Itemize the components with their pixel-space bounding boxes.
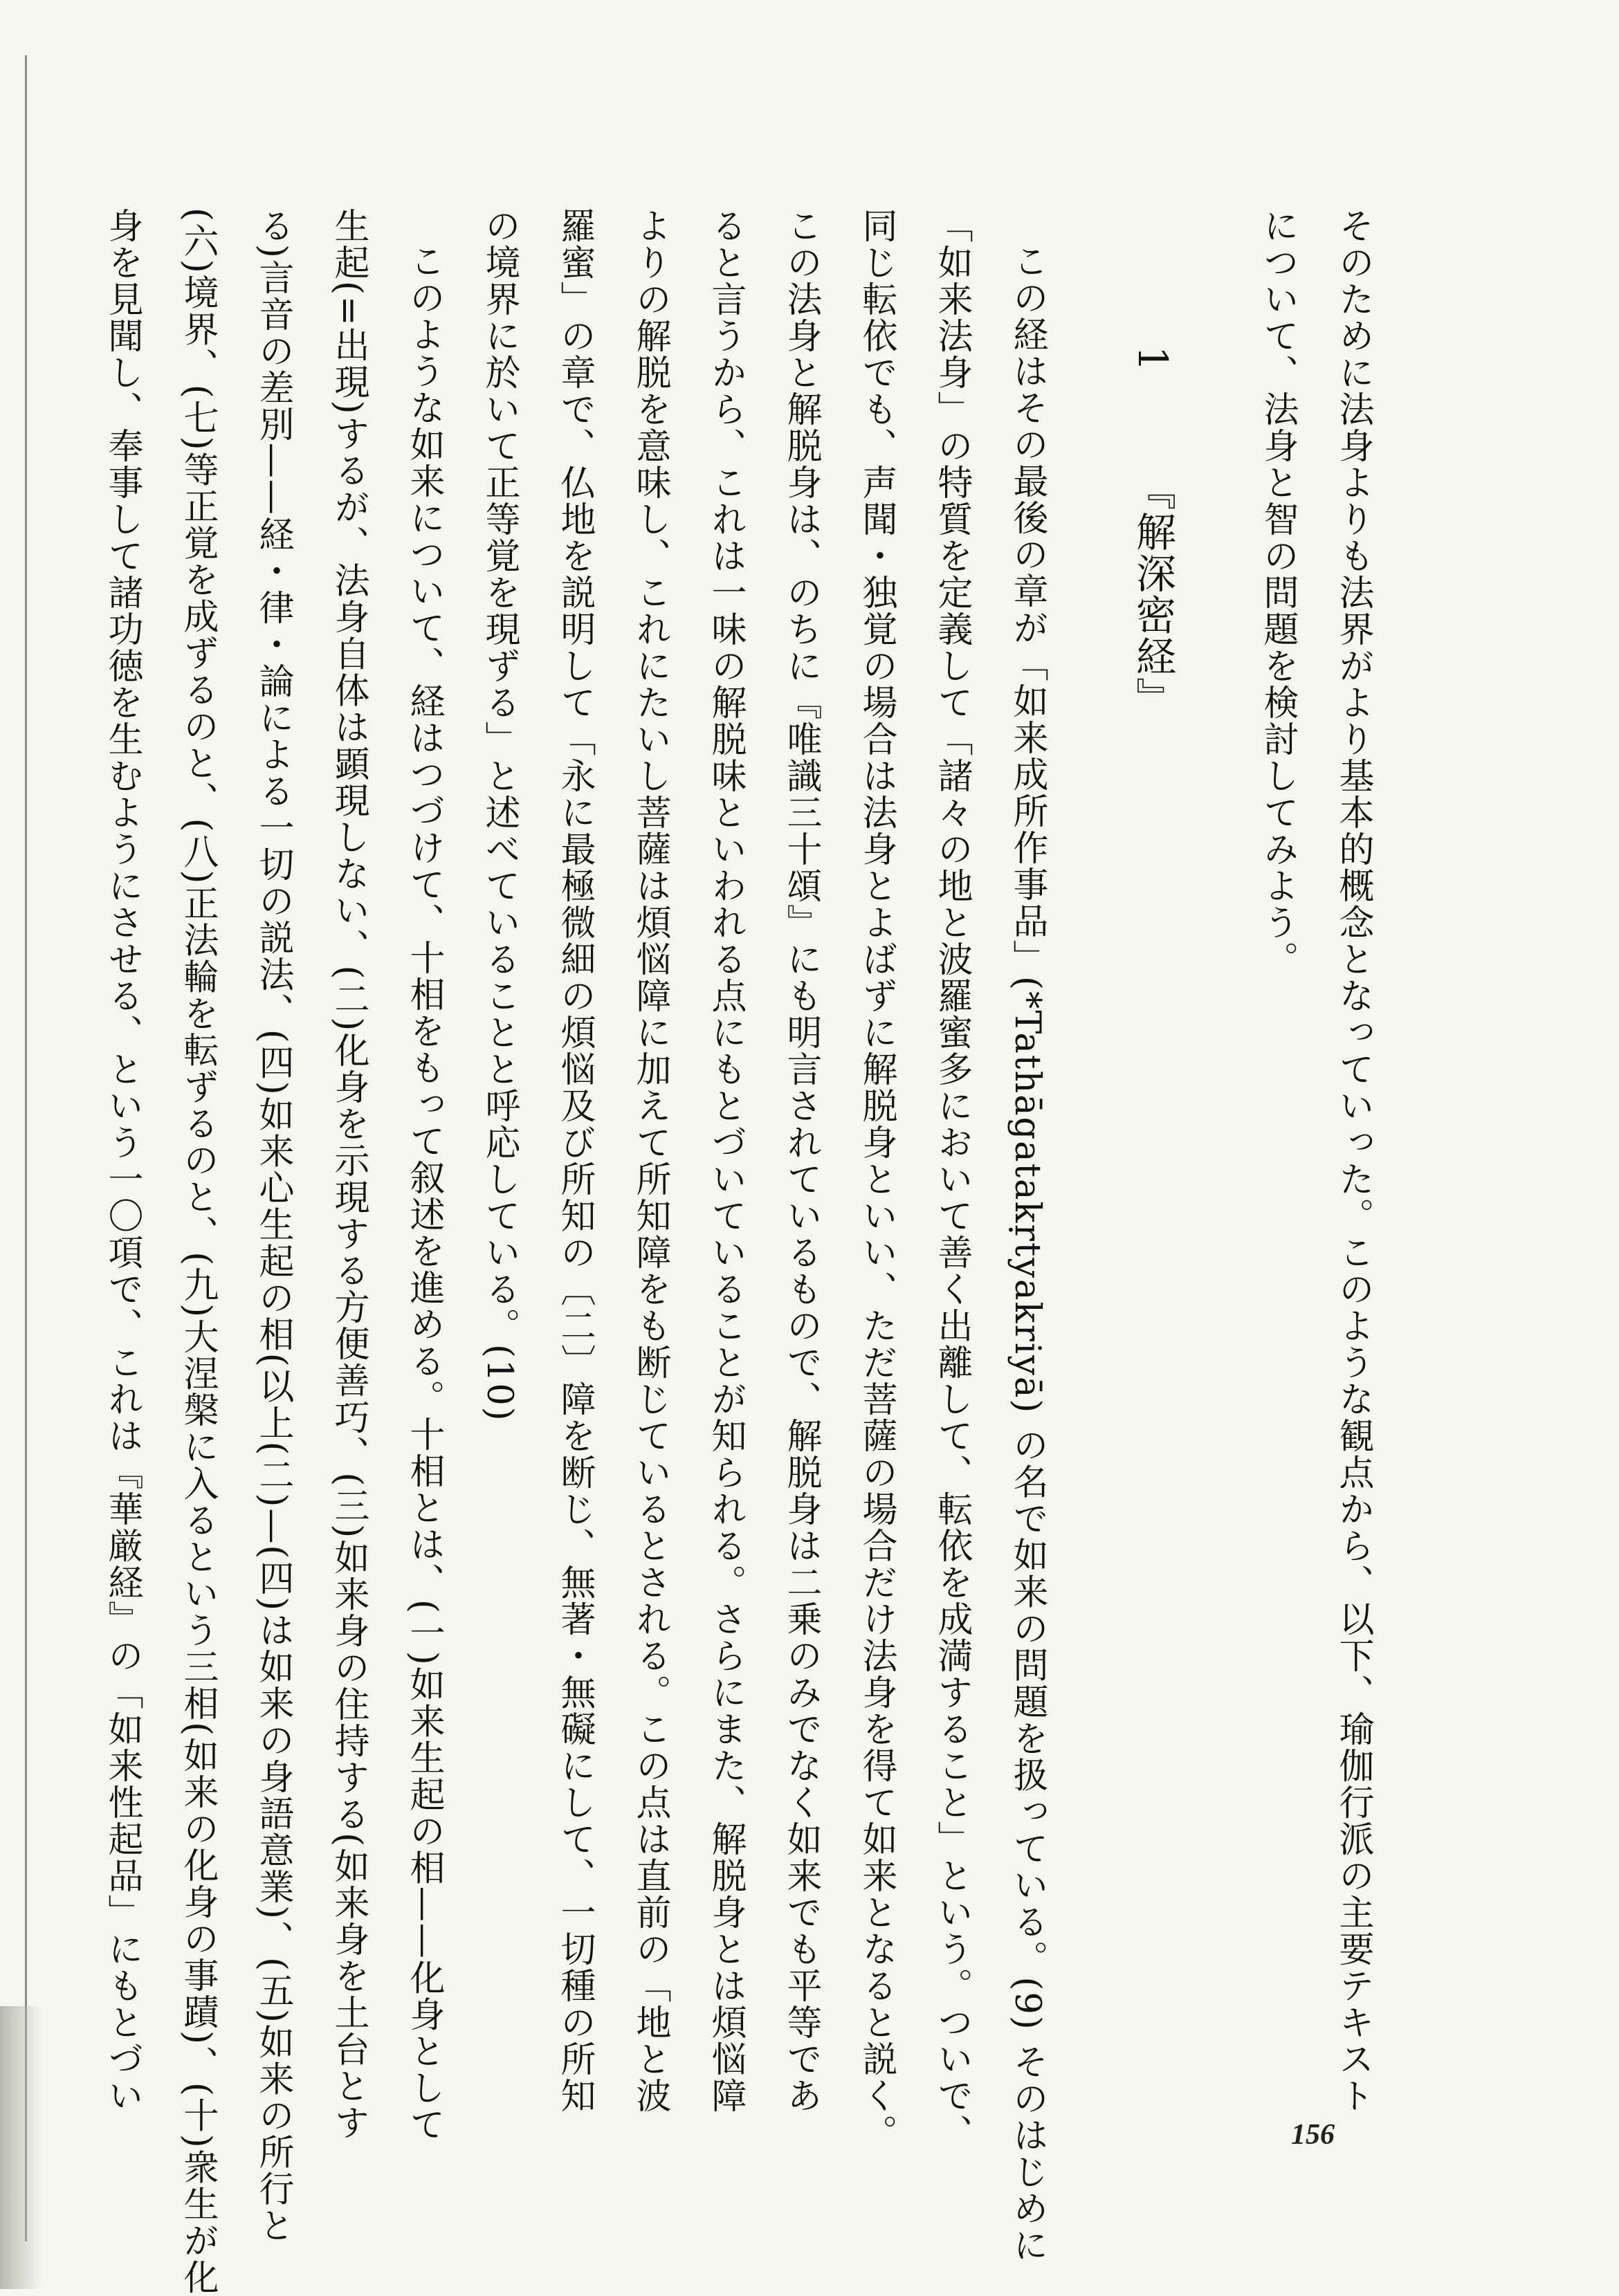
text-line: 「如来法身」の特質を定義して「諸々の地と波羅蜜多において善く出離して、転依を成満すること」という。ついで、: [931, 208, 972, 2151]
text-line: について、法身と智の問題を検討してみよう。: [1257, 208, 1298, 977]
page-shadow: [0, 2006, 42, 2289]
section-title: 『解深密経』: [1129, 470, 1176, 719]
text-line: 羅蜜」の章で、仏地を説明して「永に最極微細の煩悩及び所知の〔二〕障を断じ、無著・無礙にして、一切種の所知: [554, 208, 595, 2114]
text-line: この経はその最後の章が「如来成所作事品」(*Tathāgatakṛtyakriyā) の名で如来の問題を扱っている。(9) そのはじめに: [1007, 243, 1048, 2263]
text-line: (六)境界、(七)等正覚を成ずるのと、(八)正法輪を転ずるのと、(九)大涅槃に入るという三相(如来の化身の事蹟)、(十)衆生が化: [177, 208, 218, 2296]
text-line: る)言音の差別——経・律・論による一切の説法、(四)如来心生起の相(以上(二)—(四)は如来の身語意業)、(五)如来の所行と: [253, 208, 293, 2244]
page-number: 156: [1291, 2119, 1335, 2151]
text-line: の境界に於いて正等覚を現ずる」と述べていることと呼応している。(10): [479, 208, 520, 1422]
text-line: 身を見聞し、奉事して諸功徳を生むようにさせる、という一〇項で、これは『華厳経』の「如来性起品」にもとづい: [102, 208, 143, 2114]
section-number: 1: [1129, 346, 1176, 373]
text-line: 同じ転依でも、声聞・独覚の場合は法身とよばずに解脱身といい、ただ菩薩の場合だけ法身を得て如来となると説く。: [856, 208, 897, 2151]
text-line: ると言うから、これは一味の解脱味といわれる点にもとづいていることが知られる。さらにまた、解脱身とは煩悩障: [705, 208, 746, 2114]
text-line: よりの解脱を意味し、これにたいし菩薩は煩悩障に加えて所知障をも断じているとされる。この点は直前の「地と波: [630, 208, 670, 2114]
section-heading: [1102, 208, 1202, 1978]
binding-edge-line: [25, 55, 27, 2241]
text-line: そのために法身よりも法界がより基本的概念となっていった。このような観点から、以下、瑜伽行派の主要テキスト: [1333, 208, 1373, 2114]
text-line: 生起(=出現)するが、法身自体は顕現しない、(二)化身を示現する方便善巧、(三)如来身の住持する(如来身を土台とす: [328, 208, 369, 2142]
text-line: この法身と解脱身は、のちに『唯識三十頌』にも明言されているもので、解脱身は二乗のみでなく如来でも平等であ: [780, 208, 821, 2114]
text-line: このような如来について、経はつづけて、十相をもって叙述を進める。十相とは、(一)如来生起の相——化身として: [403, 243, 444, 2143]
